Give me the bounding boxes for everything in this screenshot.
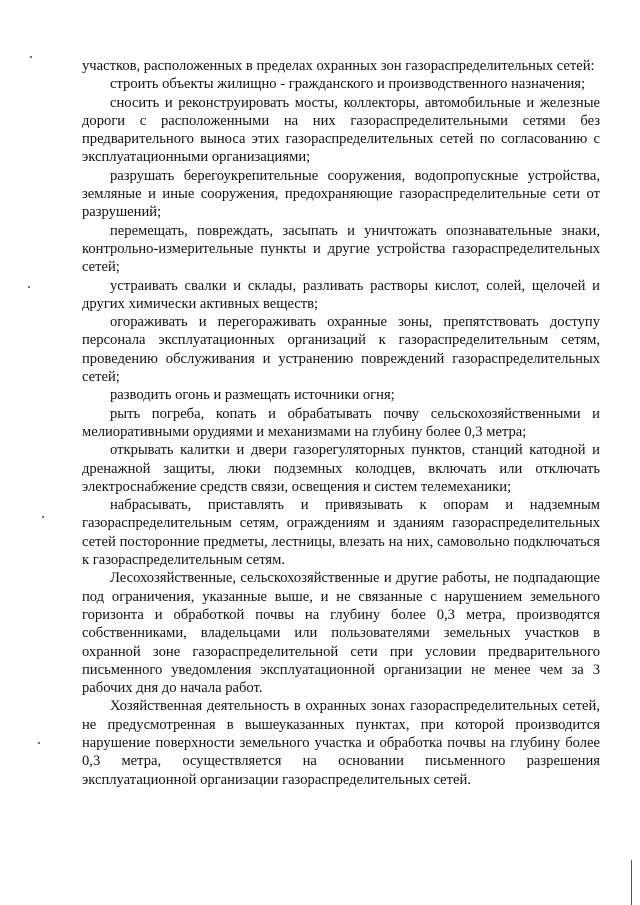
paragraph-5: перемещать, повреждать, засыпать и уничтожать опознавательные знаки, контрольно-измерительные пункты и другие устройства газораспределительных сетей; <box>82 222 600 276</box>
paragraph-12: Лесохозяйственные, сельскохозяйственные и другие работы, не подпадающие под ограничения, указанные выше, и не связанные с нарушением земельного горизонта и обработкой почвы на глубину более 0,3 метра, производятся собственниками, владельцами или пользователями земельных участков в охранной зоне газораспределительной сети при условии предварительного письменного уведомления эксплуатационной организации не менее чем за 3 рабочих дня до начала работ. <box>82 570 600 697</box>
document-body <box>82 57 600 789</box>
paragraph-8: разводить огонь и размещать источники огня; <box>110 387 395 404</box>
paragraph-1: участков, расположенных в пределах охранных зон газораспределительных сетей: <box>82 58 595 74</box>
paragraph-6: устраивать свалки и склады, разливать растворы кислот, солей, щелочей и других химически активных веществ; <box>82 277 600 312</box>
paragraph-7: огораживать и перегораживать охранные зоны, препятствовать доступу персонала эксплуатационных организаций к газораспределительным сетям, проведению обслуживания и устранению повреждений газораспределительных сетей; <box>82 314 600 386</box>
paragraph-3: сносить и реконструировать мосты, коллекторы, автомобильные и железные дороги с расположенными на них газораспределительными сетями без предварительного выноса этих газораспределительных сетей по согласованию с эксплуатационными организациями; <box>82 94 600 166</box>
scan-speck <box>38 742 40 744</box>
paragraph-10: открывать калитки и двери газорегуляторных пунктов, станций катодной и дренажной защиты, люки подземных колодцев, включать или отключать электроснабжение средств связи, освещения и систем телемеханики; <box>82 442 600 495</box>
paragraph-4: разрушать берегоукрепительные сооружения, водопропускные устройства, земляные и иные сооружения, предохраняющие газораспределительные сети от разрушений; <box>82 167 600 221</box>
paragraph-2: строить объекты жилищно - гражданского и производственного назначения; <box>110 76 586 93</box>
scan-edge-line <box>631 860 632 905</box>
scan-speck <box>28 286 30 288</box>
paragraph-13: Хозяйственная деятельность в охранных зонах газораспределительных сетей, не предусмотренная в вышеуказанных пунктах, при которой производится нарушение поверхности земельного участка и обработка почвы на глубину более 0,3 метра, осуществляется на основании письменного разрешения эксплуатационной организации газораспределительных сетей. <box>82 698 600 788</box>
paragraph-11: набрасывать, приставлять и привязывать к опорам и надземным газораспределительным сетям, ограждениям и зданиям газораспределительных сетей посторонние предметы, лестницы, влезать на них, самовольно подключаться к газораспределительным сетям. <box>82 497 600 569</box>
paragraph-9: рыть погреба, копать и обрабатывать почву сельскохозяйственными и мелиоративными орудиями и механизмами на глубину более 0,3 метра; <box>82 405 600 440</box>
scan-speck <box>30 56 32 58</box>
scan-speck <box>42 516 44 518</box>
